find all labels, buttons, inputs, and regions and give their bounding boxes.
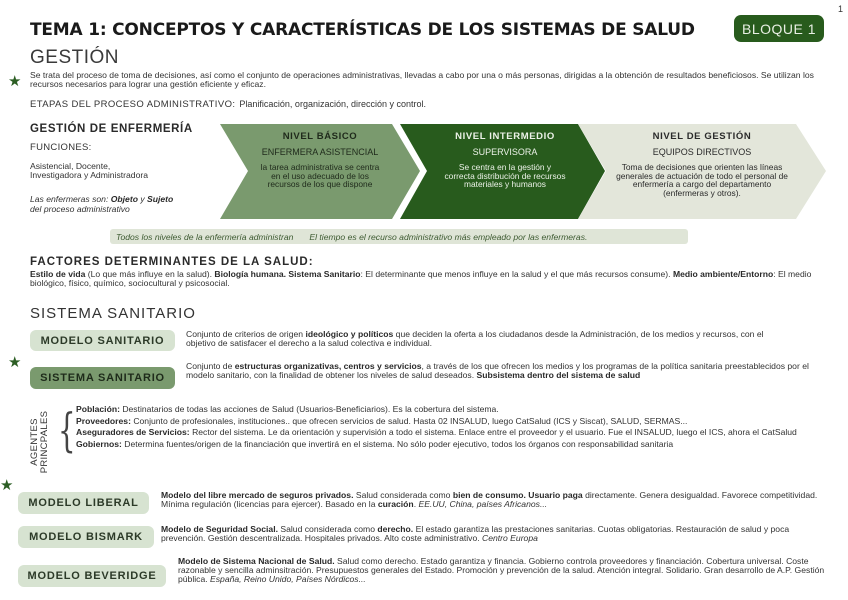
level-desc: la tarea administrativa se centra en el uso adecuado de los recursos de los que dispone <box>260 162 380 190</box>
level-desc: Toma de decisiones que orienten las líneas generales de actuación de todo el personal de enfermería a cargo del departamento (enfermeras y otros). <box>616 162 788 198</box>
desc-text: , a través de los que ofrecen los medios y los programas de la política sanitaria preestablecidos por el modelo sanitario, con la finalidad de obtener los niveles de salud deseados. <box>186 361 809 380</box>
section-heading-enfermeria: GESTIÓN DE ENFERMERÍA <box>30 123 193 135</box>
level-chevron-intermedio <box>400 124 605 219</box>
agente-row <box>76 405 836 415</box>
agentes-label-line: PRINCPALES <box>39 410 50 474</box>
modelo-bismark-desc <box>161 525 826 543</box>
etapas-line <box>30 99 426 110</box>
modelo-beveridge-desc <box>178 557 843 584</box>
gestion-intro: Se trata del proceso de toma de decisiones, así como el conjunto de operaciones administrativas, llevadas a cabo por una o más personas, dirigidas a la obtención de resultados beneficiosos. Se utilizan los recursos necesarios para lograr una gestión eficiente y eficaz. <box>30 70 814 89</box>
desc-bold: ideológico y políticos <box>305 329 394 339</box>
level-subtitle: SUPERVISORA <box>472 147 538 157</box>
agente-text: Determina fuentes/origen de la financiación que invertirá en el sistema. No sólo poder ejecutivo, todos los órganos con responsabilidad sanitaria <box>121 439 674 449</box>
factor-bold: Estilo de vida <box>30 269 86 279</box>
desc-text: Conjunto de <box>186 361 235 371</box>
agente-text: Destinatarios de todas las acciones de Salud (Usuarios-Beneficiarios). Es la cobertura del sistema. <box>119 404 499 414</box>
factor-text: : El medio biológico, físico, químico, sociocultural y psicosocial. <box>30 269 812 288</box>
desc-bold: curación <box>377 499 414 509</box>
desc-text: El estado garantiza las prestaciones sanitarias. Cuotas obligatorias. Restauración de salud y poca prevención. Gestión descentralizada. Hospitales privados. Alto coste administrativo. <box>161 524 790 543</box>
modelo-liberal-desc <box>161 491 826 509</box>
factor-bold: Medio ambiente/Entorno <box>672 269 774 279</box>
etapas-value: Planificación, organización, dirección y control. <box>239 99 427 109</box>
level-title: NIVEL INTERMEDIO <box>455 131 555 142</box>
agente-name: Gobiernos: <box>76 439 122 449</box>
modelo-sanitario-pill: MODELO SANITARIO <box>30 330 175 351</box>
funciones-line: Asistencial, Docente, <box>30 161 111 171</box>
modelo-bismark-pill: MODELO BISMARK <box>18 526 154 548</box>
note-bold: Sujeto <box>147 194 174 204</box>
level-subtitle: EQUIPOS DIRECTIVOS <box>652 147 752 157</box>
desc-text: que deciden la oferta a los ciudadanos desde la Administración, de los medios y recursos, con el objetivo de satisfacer el derecho a la salud colectiva e individual. <box>186 329 764 348</box>
funciones-line: Investigadora y Administradora <box>30 170 148 180</box>
star-icon: ★ <box>8 73 22 90</box>
sistema-sanitario-desc <box>186 362 826 380</box>
desc-bold: Modelo del libre mercado de seguros privados. <box>161 490 354 500</box>
agente-text: Rector del sistema. Le da orientación y supervisión a todo el sistema. Enlace entre el proveedor y el usuario. Fue el INSALUD, luego el ICS, ahora el CatSalud <box>189 427 797 437</box>
agentes-list <box>76 405 836 450</box>
desc-italic: EE.UU, China, países Africanos... <box>418 499 548 509</box>
star-icon: ★ <box>8 354 22 371</box>
desc-text: . <box>413 499 419 509</box>
modelo-sanitario-desc <box>186 330 786 348</box>
bloque-badge: BLOQUE 1 <box>734 15 824 42</box>
desc-text: Conjunto de criterios de origen <box>186 329 306 339</box>
agente-row <box>76 440 836 450</box>
desc-text: directamente. Genera desigualdad. Favorece competitividad. Mínima regulación (licencias para ejercer). Basado en la <box>161 490 818 509</box>
note-text: del proceso administrativo <box>30 203 130 214</box>
desc-bold: Subsistema dentro del sistema de salud <box>476 370 641 380</box>
sistema-sanitario-pill: SISTEMA SANITARIO <box>30 367 175 389</box>
desc-italic: Centro Europa <box>482 533 538 543</box>
agentes-label-line: AGENTES <box>29 418 40 466</box>
desc-bold: bien de consumo. Usuario paga <box>452 490 583 500</box>
desc-italic: España, Reino Unido, Países Nórdicos... <box>210 574 366 584</box>
funciones-label: FUNCIONES: <box>30 142 92 153</box>
level-title: NIVEL DE GESTIÓN <box>652 131 752 142</box>
factor-text: : El determinante que menos influye en la salud y el que más recursos consume). <box>360 269 673 279</box>
note-bar-text: El tiempo es el recurso administrativo más empleado por las enfermeras. <box>309 231 588 242</box>
etapas-label: ETAPAS DEL PROCESO ADMINISTRATIVO: <box>30 99 236 110</box>
agente-text: Conjunto de profesionales, instituciones.. que ofrecen servicios de salud. Hasta 02 INSALUD, luego CatSalud (ICS y Siscat), SALUD, SERMAS... <box>130 415 688 426</box>
agente-row <box>76 417 836 427</box>
level-chevron-gestion <box>578 124 826 219</box>
desc-bold: estructuras organizativas, centros y servicios <box>234 361 422 371</box>
brace-icon: { <box>58 403 76 457</box>
agente-name: Aseguradores de Servicios: <box>76 427 190 437</box>
agente-name: Población: <box>76 404 120 414</box>
factor-text: (Lo que más influye en la salud). <box>85 269 215 279</box>
agente-row <box>76 428 836 437</box>
enfermeras-note <box>30 195 220 214</box>
agente-name: Proveedores: <box>76 415 131 426</box>
factores-text <box>30 270 820 288</box>
enfermeria-note-bar <box>110 229 688 244</box>
modelo-beveridge-pill: MODELO BEVERIDGE <box>18 565 166 587</box>
modelo-liberal-pill: MODELO LIBERAL <box>18 492 149 514</box>
level-title: NIVEL BÁSICO <box>282 131 358 142</box>
desc-text: Salud considerada como <box>278 524 378 534</box>
level-chevron-basico <box>220 124 420 219</box>
desc-text: Salud considerada como <box>353 490 453 500</box>
note-bold: Objeto <box>110 194 138 204</box>
desc-bold: Modelo de Sistema Nacional de Salud. <box>178 556 335 566</box>
desc-bold: Modelo de Seguridad Social. <box>161 524 278 534</box>
desc-bold: derecho. <box>377 524 414 534</box>
note-text: Las enfermeras son: <box>30 194 111 204</box>
page-title: TEMA 1: CONCEPTOS Y CARACTERÍSTICAS DE LOS SISTEMAS DE SALUD <box>30 20 695 40</box>
note-text: y <box>137 194 148 204</box>
level-subtitle: ENFERMERA ASISTENCIAL <box>261 147 379 157</box>
factor-bold: Biología humana. Sistema Sanitario <box>214 269 361 279</box>
agentes-principales-label <box>30 410 56 474</box>
level-desc: Se centra en la gestión y correcta distribución de recursos materiales y humanos <box>444 162 566 190</box>
section-heading-factores: FACTORES DETERMINANTES DE LA SALUD: <box>30 256 314 268</box>
section-heading-sistema: SISTEMA SANITARIO <box>30 305 196 322</box>
note-bar-text: Todos los niveles de la enfermería administran <box>116 231 294 242</box>
section-heading-gestion: GESTIÓN <box>30 47 120 68</box>
page-number: 1 <box>838 4 844 14</box>
star-icon: ★ <box>0 477 14 494</box>
desc-text: Salud como derecho. Estado garantiza y financia. Gobierno controla proveedores y financiación. Cobertura universal. Coste razonable y sencilla adminsitración. Presupuestos generales del Estado. Promoción y prevención de la salud. Atención integral. Solidario. Gran desarrollo de A.P. Gestión pública. <box>178 556 825 584</box>
funciones-list <box>30 162 210 180</box>
